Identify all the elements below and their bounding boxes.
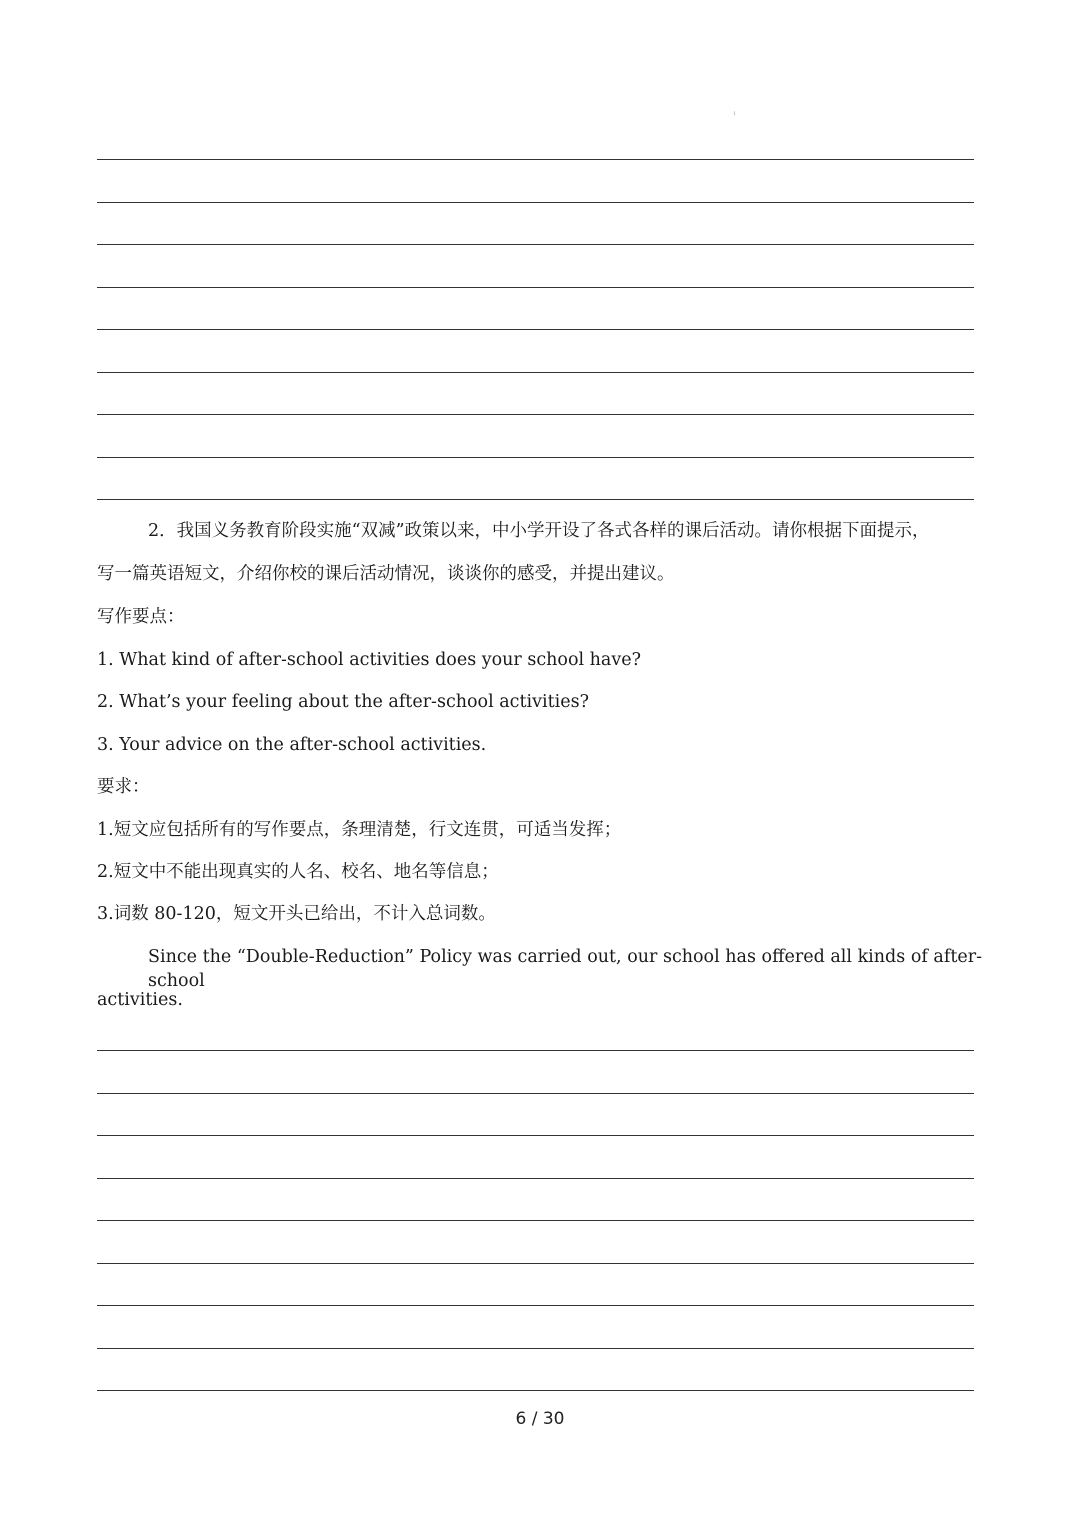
writing-point-1: 1. What kind of after-school activities does your school have?: [97, 650, 641, 670]
requirement-2: 2.短文中不能出现真实的人名、校名、地名等信息；: [97, 862, 499, 882]
writing-line: [97, 372, 974, 373]
question-prompt-line-1: 2．我国义务教育阶段实施“双减”政策以来，中小学开设了各式各样的课后活动。请你根据下面提示，: [148, 521, 930, 541]
writing-line: [97, 1220, 974, 1221]
writing-line: [97, 244, 974, 245]
writing-line: [97, 1050, 974, 1051]
writing-point-2: 2. What’s your feeling about the after-school activities?: [97, 692, 589, 712]
writing-line: [97, 202, 974, 203]
writing-line: [97, 1135, 974, 1136]
question-prompt-line-2: 写一篇英语短文，介绍你校的课后活动情况，谈谈你的感受，并提出建议。: [97, 564, 675, 584]
requirements-heading: 要求：: [97, 777, 150, 797]
top-mark: 1: [733, 111, 737, 117]
writing-line: [97, 1263, 974, 1264]
opening-sentence-line-2: activities.: [97, 990, 183, 1010]
requirement-3: 3.词数 80-120，短文开头已给出，不计入总词数。: [97, 904, 496, 924]
writing-line: [97, 1178, 974, 1179]
page-number: 6 / 30: [515, 1409, 565, 1429]
writing-line: [97, 1390, 974, 1391]
writing-line: [97, 1348, 974, 1349]
writing-line: [97, 329, 974, 330]
writing-points-heading: 写作要点：: [97, 607, 185, 627]
opening-sentence-line-1: Since the “Double-Reduction” Policy was carried out, our school has offered all kinds of after-school: [148, 947, 982, 991]
writing-line: [97, 1305, 974, 1306]
writing-line: [97, 414, 974, 415]
writing-point-3: 3. Your advice on the after-school activities.: [97, 735, 487, 755]
writing-line: [97, 1093, 974, 1094]
writing-line: [97, 287, 974, 288]
writing-line: [97, 159, 974, 160]
requirement-1: 1.短文应包括所有的写作要点，条理清楚，行文连贯，可适当发挥；: [97, 820, 622, 840]
writing-line: [97, 499, 974, 500]
writing-line: [97, 457, 974, 458]
